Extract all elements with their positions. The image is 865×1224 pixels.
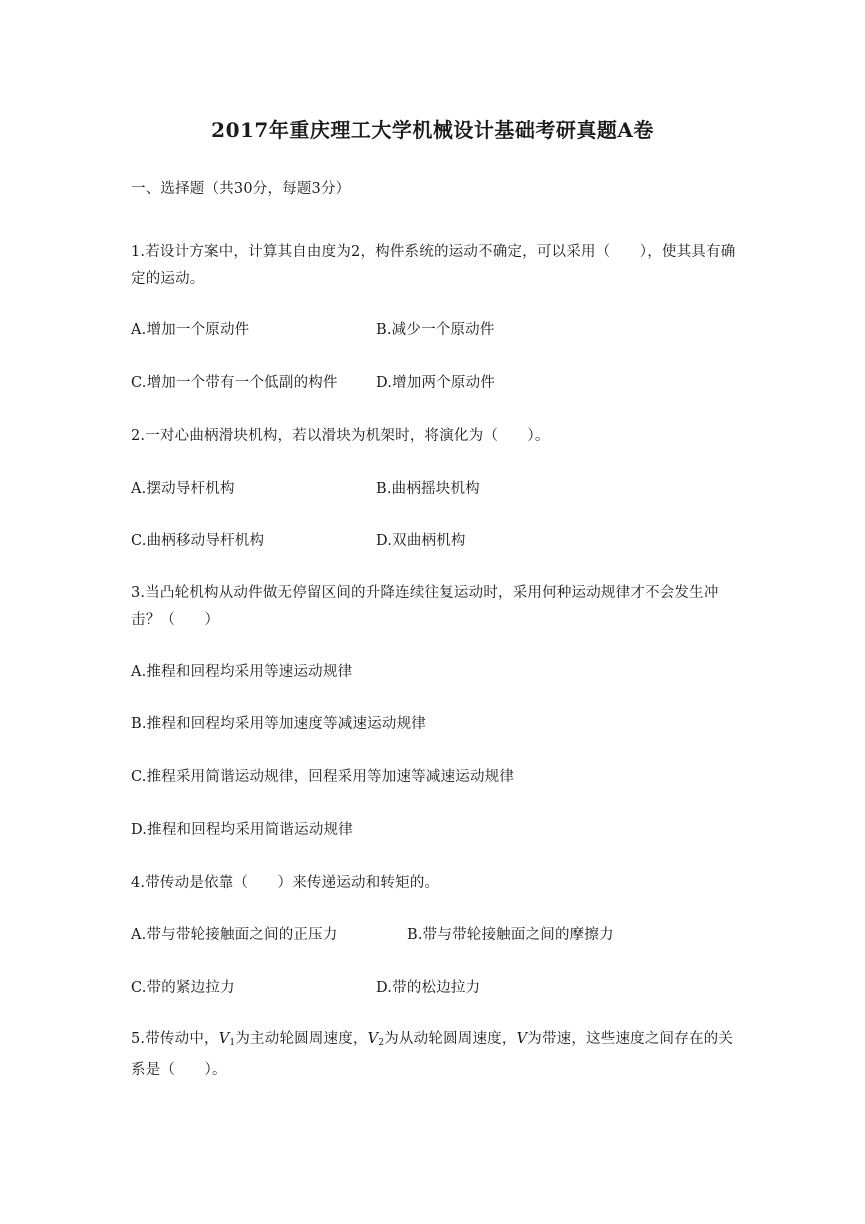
question-3-option-d: D.推程和回程均采用简谐运动规律 (131, 822, 353, 838)
question-3-option-b: B.推程和回程均采用等加速度等减速运动规律 (131, 716, 426, 732)
q5-text-4: 为带速，这些速度之间存在的关系是（ ）。 (131, 1031, 734, 1078)
question-3-option-c: C.推程采用简谐运动规律，回程采用等加速等减速运动规律 (131, 769, 515, 785)
question-2-option-d: D.双曲柄机构 (376, 533, 466, 549)
q5-subscript-1: 1 (229, 1038, 236, 1048)
question-2-option-a: A.摆动导杆机构 (131, 481, 235, 497)
q5-text-1: 5.带传动中， (131, 1031, 219, 1047)
section-heading: 一、选择题（共30分，每题3分） (131, 181, 351, 197)
question-4-option-d: D.带的松边拉力 (376, 980, 481, 996)
question-4-option-c: C.带的紧边拉力 (131, 980, 235, 996)
question-2-option-c: C.曲柄移动导杆机构 (131, 533, 265, 549)
question-4-option-b: B.带与带轮接触面之间的摩擦力 (407, 927, 614, 943)
q5-text-3: 为从动轮圆周速度， (384, 1031, 517, 1047)
document-title: 2017年重庆理工大学机械设计基础考研真题A卷 (211, 118, 654, 142)
question-3-option-a: A.推程和回程均采用等速运动规律 (131, 664, 353, 680)
question-1-option-d: D.增加两个原动件 (376, 375, 496, 391)
question-1-option-c: C.增加一个带有一个低副的构件 (131, 375, 338, 391)
q5-text-2: 为主动轮圆周速度， (235, 1031, 368, 1047)
question-4-stem: 4.带传动是依靠（ ）来传递运动和转矩的。 (131, 875, 440, 891)
q5-var-v: V (218, 1031, 230, 1047)
question-1-stem: 1.若设计方案中，计算其自由度为2，构件系统的运动不确定，可以采用（ ），使其具有确定的运动。 (131, 244, 736, 287)
question-2-stem: 2.一对心曲柄滑块机构，若以滑块为机架时，将演化为（ ）。 (131, 428, 550, 444)
question-4-option-a: A.带与带轮接触面之间的正压力 (131, 927, 338, 943)
question-2-option-b: B.曲柄摇块机构 (376, 481, 480, 497)
q5-var-v: V (367, 1031, 379, 1047)
question-1-option-a: A.增加一个原动件 (131, 322, 250, 338)
question-3-stem: 3.当凸轮机构从动件做无停留区间的升降连续往复运动时，采用何种运动规律才不会发生冲击？（ ） (131, 585, 719, 628)
question-5-stem (131, 1026, 736, 1084)
q5-var-v: V (516, 1031, 528, 1047)
question-1-option-b: B.减少一个原动件 (376, 322, 495, 338)
q5-subscript-2: 2 (378, 1038, 385, 1048)
